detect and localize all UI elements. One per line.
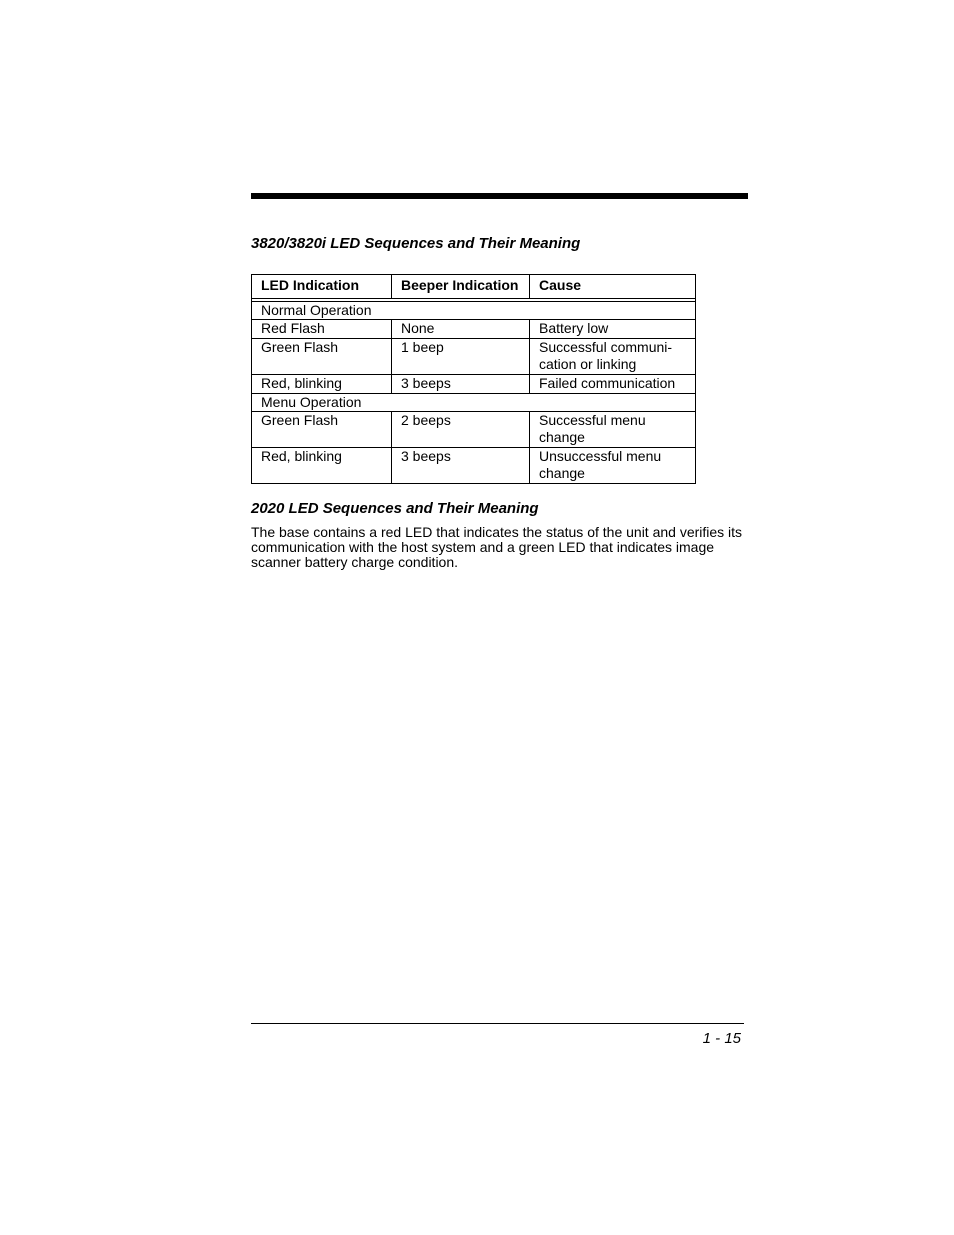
led-cell: Green Flash (252, 339, 392, 375)
beeper-cell: 3 beeps (392, 448, 530, 484)
group-label: Menu Operation (252, 394, 696, 412)
beeper-cell: None (392, 320, 530, 339)
heading-3820-led-sequences: 3820/3820i LED Sequences and Their Meaning (251, 235, 581, 252)
header-led-indication: LED Indication (252, 275, 392, 299)
table-row (252, 412, 696, 448)
table-row (252, 448, 696, 484)
cause-cell: Battery low (530, 320, 696, 339)
cause-cell: Successful menu change (530, 412, 696, 448)
beeper-cell: 1 beep (392, 339, 530, 375)
cause-cell: Successful communi- cation or linking (530, 339, 696, 375)
header-cause: Cause (530, 275, 696, 299)
cause-cell: Unsuccessful menu change (530, 448, 696, 484)
beeper-cell: 3 beeps (392, 375, 530, 394)
led-cell: Red, blinking (252, 448, 392, 484)
top-rule (251, 193, 748, 199)
header-beeper-indication: Beeper Indication (392, 275, 530, 299)
heading-2020-led-sequences: 2020 LED Sequences and Their Meaning (251, 500, 539, 517)
footer-rule (251, 1023, 744, 1024)
led-sequence-table (251, 274, 696, 484)
cause-cell: Failed communication (530, 375, 696, 394)
group-row-normal-operation (252, 302, 696, 320)
beeper-cell: 2 beeps (392, 412, 530, 448)
led-cell: Green Flash (252, 412, 392, 448)
group-row-menu-operation (252, 394, 696, 412)
table-row (252, 375, 696, 394)
table-row (252, 320, 696, 339)
page-number: 1 - 15 (702, 1030, 741, 1047)
table-header-row (252, 275, 696, 299)
led-cell: Red Flash (252, 320, 392, 339)
table-row (252, 339, 696, 375)
group-label: Normal Operation (252, 302, 696, 320)
led-cell: Red, blinking (252, 375, 392, 394)
paragraph-2020-description: The base contains a red LED that indicates the status of the unit and verifies its communication with the host system and a green LED that indicates image scanner battery charge condition. (251, 524, 743, 570)
